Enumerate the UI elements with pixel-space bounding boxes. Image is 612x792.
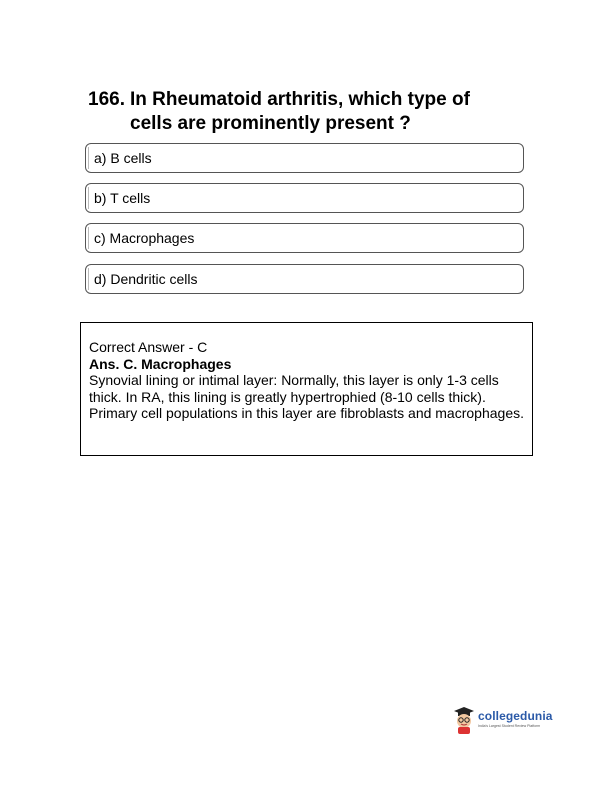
graduate-mascot-icon [453,706,475,734]
option-a[interactable]: a) B cells [85,143,524,173]
question-text-line2: cells are prominently present ? [130,113,411,134]
option-b[interactable]: b) T cells [85,183,524,213]
correct-answer: Correct Answer - C [89,339,208,355]
question [88,88,528,136]
option-c[interactable]: c) Macrophages [85,223,524,253]
logo-brand: collegedunia [478,709,553,723]
collegedunia-logo [453,706,563,736]
question-line1 [88,88,528,112]
answer-box [80,322,533,456]
answer-explanation: Synovial lining or intimal layer: Normally, this layer is only 1-3 cells thick. In RA, this lining is greatly hypertrophied (8-10 cells thick). Primary cell populations in this layer are fibroblasts and macrophages. [89,372,524,421]
answer-heading: Ans. C. Macrophages [89,355,232,372]
question-number: 166. [88,89,125,110]
question-text-line1: In Rheumatoid arthritis, which type of [130,89,470,110]
logo-tagline: India's Largest Student Review Platform [478,724,541,728]
option-d[interactable]: d) Dendritic cells [85,264,524,294]
